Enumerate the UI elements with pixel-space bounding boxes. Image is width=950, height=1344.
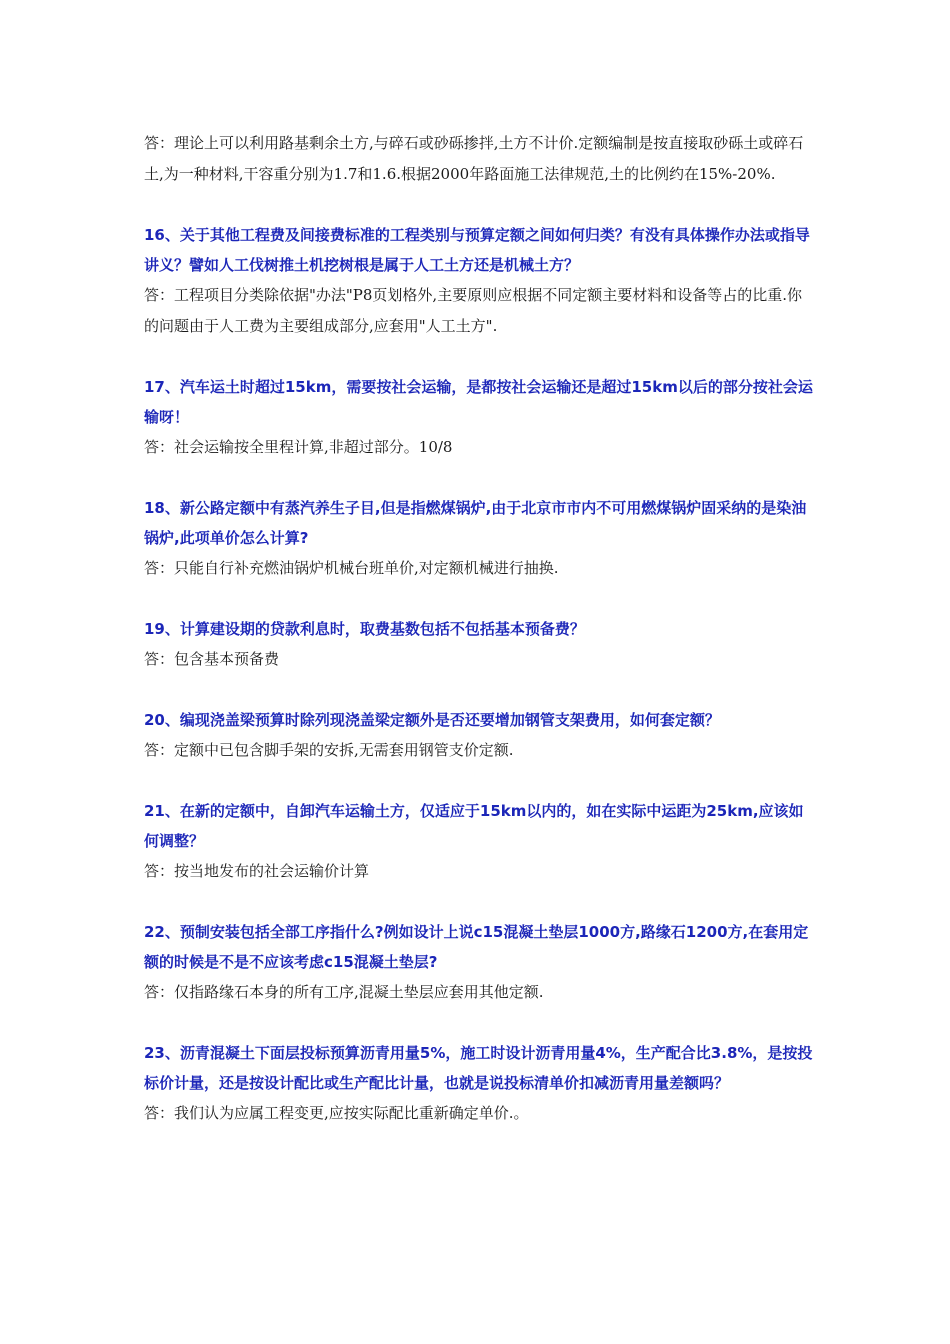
- answer-23: 答：我们认为应属工程变更,应按实际配比重新确定单价.。: [144, 1104, 529, 1122]
- intro-answer: 答：理论上可以利用路基剩余土方,与碎石或砂砾掺拌,土方不计价.定额编制是按直接取砂砾土或碎石土,为一种材料,干容重分别为1.7和1.6.根据2000年路面施工法律规范,土的比例约在15%-20%.: [144, 134, 804, 183]
- answer-19: 答：包含基本预备费: [144, 650, 280, 668]
- qa-item-19: [144, 614, 814, 675]
- question-20: 20、编现浇盖梁预算时除列现浇盖梁定额外是否还要增加钢管支架费用，如何套定额？: [144, 711, 720, 729]
- answer-18: 答：只能自行补充燃油锅炉机械台班单价,对定额机械进行抽换.: [144, 559, 559, 577]
- question-19: 19、计算建设期的贷款利息时，取费基数包括不包括基本预备费？: [144, 620, 585, 638]
- document-page: [144, 128, 814, 1129]
- answer-16: 答：工程项目分类除依据"办法"P8页划格外,主要原则应根据不同定额主要材料和设备等占的比重.你的问题由于人工费为主要组成部分,应套用"人工土方".: [144, 286, 802, 335]
- qa-item-18: [144, 493, 814, 584]
- question-23: 23、沥青混凝土下面层投标预算沥青用量5%，施工时设计沥青用量4%，生产配合比3.8%，是按投标价计量，还是按设计配比或生产配比计量，也就是说投标清单价扣减沥青用量差额吗？: [144, 1044, 813, 1092]
- question-18: 18、新公路定额中有蒸汽养生子目,但是指燃煤锅炉,由于北京市市内不可用燃煤锅炉固采纳的是染油锅炉,此项单价怎么计算?: [144, 499, 807, 547]
- answer-21: 答：按当地发布的社会运输价计算: [144, 862, 370, 880]
- answer-22: 答：仅指路缘石本身的所有工序,混凝土垫层应套用其他定额.: [144, 983, 544, 1001]
- qa-item-17: [144, 372, 814, 463]
- qa-item-16: [144, 220, 814, 342]
- question-17: 17、汽车运土时超过15km，需要按社会运输，是都按社会运输还是超过15km以后的部分按社会运输呀！: [144, 378, 813, 426]
- question-22: 22、预制安装包括全部工序指什么?例如设计上说c15混凝土垫层1000方,路缘石1200方,在套用定额的时候是不是不应该考虑c15混凝土垫层?: [144, 923, 809, 971]
- answer-20: 答：定额中已包含脚手架的安拆,无需套用钢管支价定额.: [144, 741, 514, 759]
- question-21: 21、在新的定额中，自卸汽车运输土方，仅适应于15km以内的，如在实际中运距为25km,应该如何调整？: [144, 802, 804, 850]
- question-16: 16、关于其他工程费及间接费标准的工程类别与预算定额之间如何归类？有没有具体操作办法或指导讲义？譬如人工伐树推土机挖树根是属于人工土方还是机械土方？: [144, 226, 810, 274]
- qa-item-22: [144, 917, 814, 1008]
- qa-item-21: [144, 796, 814, 887]
- qa-item-20: [144, 705, 814, 766]
- answer-17: 答：社会运输按全里程计算,非超过部分。10/8: [144, 438, 453, 456]
- qa-item-23: [144, 1038, 814, 1129]
